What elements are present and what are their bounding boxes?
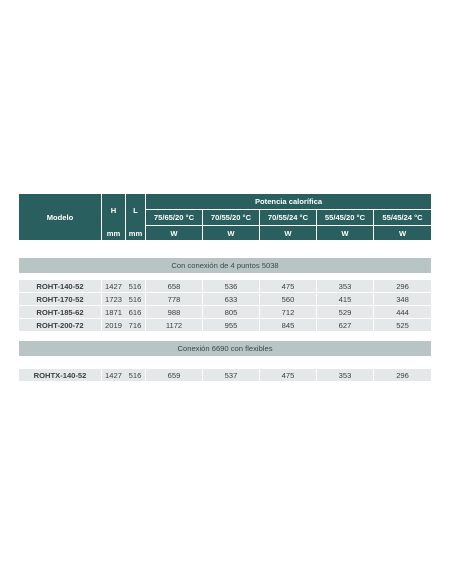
- h-cell: 1427: [101, 280, 125, 293]
- model-cell: ROHT-200-72: [19, 319, 101, 332]
- table-row: [19, 319, 431, 332]
- h-cell: 2019: [101, 319, 125, 332]
- power-cell: 296: [373, 369, 431, 382]
- model-cell: ROHT-185-62: [19, 306, 101, 319]
- unit-header: mm: [125, 226, 145, 240]
- h-cell: 1723: [101, 293, 125, 306]
- h-cell: 1427: [101, 369, 125, 382]
- power-cell: 525: [373, 319, 431, 332]
- model-cell: ROHT-170-52: [19, 293, 101, 306]
- l-cell: 716: [125, 319, 145, 332]
- header-row-power: [19, 194, 431, 210]
- condition-header: 55/45/24 °C: [373, 210, 431, 226]
- power-cell: 353: [316, 280, 373, 293]
- power-cell: 296: [373, 280, 431, 293]
- power-cell: 988: [145, 306, 202, 319]
- power-cell: 536: [202, 280, 259, 293]
- section-title: Conexión 6690 con flexibles: [19, 341, 431, 356]
- model-cell: ROHT-140-52: [19, 280, 101, 293]
- section-header: [19, 341, 431, 356]
- l-cell: 516: [125, 369, 145, 382]
- radiator-spec-table: [19, 194, 431, 382]
- power-cell: 627: [316, 319, 373, 332]
- power-cell: 778: [145, 293, 202, 306]
- power-cell: 537: [202, 369, 259, 382]
- l-cell: 516: [125, 293, 145, 306]
- h-header: H: [101, 194, 125, 226]
- power-cell: 955: [202, 319, 259, 332]
- spacer: [19, 332, 431, 341]
- table-row: [19, 280, 431, 293]
- power-cell: 845: [259, 319, 316, 332]
- l-cell: 616: [125, 306, 145, 319]
- power-cell: 712: [259, 306, 316, 319]
- power-cell: 658: [145, 280, 202, 293]
- section-header: [19, 258, 431, 273]
- power-cell: 475: [259, 280, 316, 293]
- condition-header: 70/55/24 °C: [259, 210, 316, 226]
- l-header: L: [125, 194, 145, 226]
- power-cell: 633: [202, 293, 259, 306]
- power-cell: 805: [202, 306, 259, 319]
- power-cell: 348: [373, 293, 431, 306]
- h-cell: 1871: [101, 306, 125, 319]
- condition-header: 75/65/20 °C: [145, 210, 202, 226]
- power-cell: 353: [316, 369, 373, 382]
- power-cell: 1172: [145, 319, 202, 332]
- spacer: [19, 240, 431, 258]
- unit-header: W: [373, 226, 431, 240]
- table-row: [19, 306, 431, 319]
- condition-header: 55/45/20 °C: [316, 210, 373, 226]
- power-cell: 659: [145, 369, 202, 382]
- power-cell: 415: [316, 293, 373, 306]
- model-header: Modelo: [19, 194, 101, 240]
- table-row: [19, 293, 431, 306]
- unit-header: mm: [101, 226, 125, 240]
- unit-header: W: [316, 226, 373, 240]
- power-cell: 529: [316, 306, 373, 319]
- power-cell: 444: [373, 306, 431, 319]
- table-row: [19, 369, 431, 382]
- power-cell: 560: [259, 293, 316, 306]
- model-cell: ROHTX-140-52: [19, 369, 101, 382]
- unit-header: W: [145, 226, 202, 240]
- l-cell: 516: [125, 280, 145, 293]
- power-header: Potencia calorífica: [145, 194, 431, 210]
- unit-header: W: [259, 226, 316, 240]
- condition-header: 70/55/20 °C: [202, 210, 259, 226]
- power-cell: 475: [259, 369, 316, 382]
- section-title: Con conexión de 4 puntos 5038: [19, 258, 431, 273]
- spacer: [19, 273, 431, 280]
- spacer: [19, 356, 431, 369]
- unit-header: W: [202, 226, 259, 240]
